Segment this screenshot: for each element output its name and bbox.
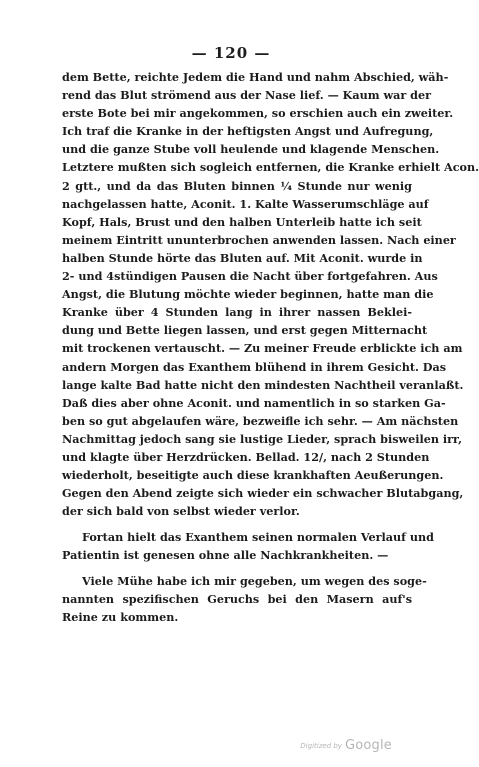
paragraph-spacer (62, 565, 412, 572)
text-line: Letztere mußten sich sogleich entfernen, die Kranke erhielt Acon. (62, 160, 479, 175)
page-number: — 120 — (191, 44, 271, 62)
google-logo: Google (344, 738, 392, 753)
text-line: meinem Eintritt ununterbrochen anwenden lassen. Nach einer (62, 232, 456, 247)
digitized-by-google-watermark (300, 735, 392, 754)
text-line: rend das Blut strömend aus der Nase lief. — Kaum war der (62, 88, 431, 103)
text-line: Daß dies aber ohne Aconit. und namentlich in so starken Ga- (62, 395, 446, 410)
paragraph-2 (62, 528, 434, 564)
text-line: Angst, die Blutung möchte wieder beginnen, hatte man die (62, 287, 434, 302)
text-line: Viele Mühe habe ich mir gegeben, um wegen des soge- (82, 573, 427, 588)
text-line: halben Stunde hörte das Bluten auf. Mit Aconit. wurde in (62, 250, 423, 265)
text-line: erste Bote bei mir angekommen, so erschien auch ein zweiter. (62, 106, 454, 121)
text-line: dung und Bette liegen lassen, und erst gegen Mitternacht (62, 323, 428, 338)
text-line: der sich bald von selbst wieder verlor. (62, 504, 300, 519)
text-line: und klagte über Herzdrücken. Bellad. 12/, nach 2 Stunden (62, 449, 430, 464)
text-line: Gegen den Abend zeigte sich wieder ein schwacher Blutabgang, (62, 486, 464, 501)
text-line: nachgelassen hatte, Aconit. 1. Kalte Wasserumschläge auf (62, 196, 429, 211)
text-line: 2- und 4stündigen Pausen die Nacht über fortgefahren. Aus (62, 269, 438, 284)
text-line: ben so gut abgelaufen wäre, bezweifle ich sehr. — Am nächsten (62, 413, 459, 428)
text-line: lange kalte Bad hatte nicht den mindesten Nachtheil veranlaßt. (62, 377, 464, 392)
paragraph-1 (62, 68, 479, 520)
text-line: Ich traf die Kranke in der heftigsten Angst und Aufregung, (62, 124, 434, 139)
text-line: Kranke über 4 Stunden lang in ihrer nassen Beklei- (62, 305, 412, 320)
text-line: andern Morgen das Exanthem blühend in ihrem Gesicht. Das (62, 359, 447, 374)
text-line: nannten spezifischen Geruchs bei den Masern auf's (62, 591, 412, 606)
text-line: 2 gtt., und da das Bluten binnen ¼ Stunde nur wenig (62, 178, 412, 193)
paragraph-spacer (62, 520, 412, 528)
body-text (62, 68, 479, 626)
text-line: und die ganze Stube voll heulende und klagende Menschen. (62, 142, 440, 157)
text-line: Nachmittag jedoch sang sie lustige Lieder, sprach bisweilen irr, (62, 431, 463, 446)
text-line: wiederholt, beseitigte auch diese krankhaften Aeußerungen. (62, 468, 444, 483)
watermark-prefix: Digitized by (300, 741, 342, 750)
text-line: Kopf, Hals, Brust und den halben Unterleib hatte ich seit (62, 214, 422, 229)
text-line: Fortan hielt das Exanthem seinen normalen Verlauf und (82, 530, 434, 545)
paragraph-3 (62, 572, 427, 626)
text-line: Reine zu kommen. (62, 609, 179, 624)
text-line: Patientin ist genesen ohne alle Nachkrankheiten. — (62, 548, 389, 563)
text-line: mit trockenen vertauscht. — Zu meiner Freude erblickte ich am (62, 341, 463, 356)
text-line: dem Bette, reichte Jedem die Hand und nahm Abschied, wäh- (62, 70, 449, 84)
